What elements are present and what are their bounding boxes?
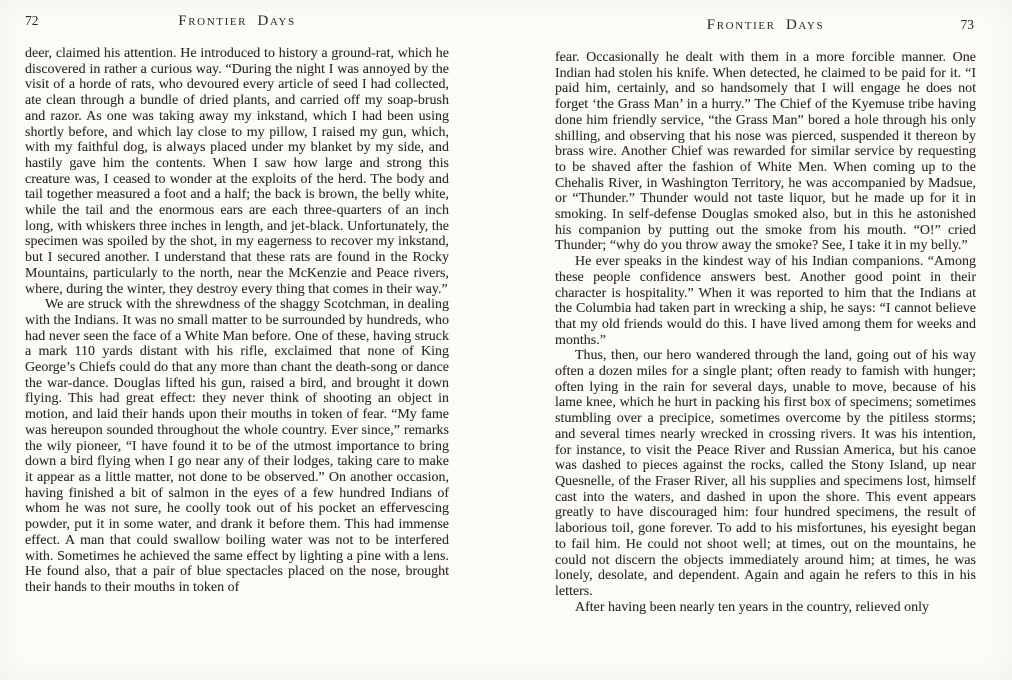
paragraph: deer, claimed his attention. He introduced to history a ground-rat, which he discovered in rather a curious way. “During the night I was annoyed by the visit of a horde of rats, who devoured every article of seed I had collected, ate clean through a bundle of dried plants, and carried off my soap-brush and razor. As one was taking away my inkstand, which I had been using shortly before, and which lay close to my pillow, I raised my gun, which, with my faithful dog, is always placed under my blanket by my side, and hastily gave him the contents. When I saw how large and strong this creature was, I ceased to wonder at the exploits of the herd. The body and tail together measured a foot and a half; the back is brown, the belly white, while the tail and the enormous ears are each three-quarters of an inch long, with whiskers three inches in length, and jet-black. Unfortunately, the specimen was spoiled by the shot, in my eagerness to recover my inkstand, but I secured another. I understand that these rats are found in the Rocky Mountains, particularly to the north, near the McKenzie and Peace rivers, where, during the winter, they destroy every thing that comes in their way.” xyxy=(25,46,449,297)
paragraph: He ever speaks in the kindest way of his Indian companions. “Among these people confidence answers best. Another good point in their character is hospitality.” When it was reported to him that the Indians at the Columbia had taken part in wrecking a ship, he says: “I cannot believe that my old friends would do this. I have lived among them for weeks and months.” xyxy=(555,254,976,348)
right-page-body xyxy=(555,50,976,615)
left-textblock xyxy=(25,13,449,596)
left-running-title: Frontier Days xyxy=(178,13,296,29)
right-page-number: 73 xyxy=(960,17,974,32)
paragraph: We are struck with the shrewdness of the shaggy Scotchman, in dealing with the Indians. It was no small matter to be surrounded by hundreds, who had never seen the face of a White Man before. One of these, having struck a mark 110 yards distant with his rifle, exclaimed that none of King George’s Chiefs could do that any more than chant the death-song or dance the war-dance. Douglas lifted his gun, raised a bird, and brought it down flying. This had great effect: they never think of shooting an object in motion, and laid their hands upon their mouths in token of fear. “My fame was hereupon sounded throughout the whole country. Ever since,” remarks the wily pioneer, “I have found it to be of the utmost importance to bring down a bird flying when I go near any of their lodges, taking care to make it appear as a little matter, not done to be observed.” On another occasion, having finished a bit of salmon in the eyes of a few hundred Indians of whom he was not sure, he coolly took out of his pocket an effervescing powder, put it in some water, and drank it before them. This had immense effect. A man that could swallow boiling water was not to be interfered with. Sometimes he achieved the same effect by lighting a pine with a lens. He found also, that a pair of blue spectacles placed on the nose, brought their hands to their mouths in token of xyxy=(25,297,449,595)
page-right xyxy=(506,0,1012,680)
right-running-title: Frontier Days xyxy=(706,17,825,33)
paragraph: After having been nearly ten years in the country, relieved only xyxy=(575,599,930,615)
left-running-head xyxy=(25,13,449,35)
left-page-number: 72 xyxy=(25,13,39,28)
left-page-body xyxy=(25,46,449,596)
paragraph: Thus, then, our hero wandered through the land, going out of his way often a dozen miles for a single plant; often ready to famish with hunger; often lying in the rain for several days, unable to move, because of his lame knee, which he hurt in packing his first box of specimens; sometimes stumbling over a precipice, sometimes overcome by the pitiless storms; and several times nearly wrecked in crossing rivers. It was his intention, for instance, to visit the Peace River and Russian America, but his canoe was dashed to pieces against the rocks, called the Stony Island, up near Quesnelle, of the Fraser River, all his supplies and specimens lost, himself cast into the waters, and dashed in upon the shore. This event appears greatly to have discouraged him: four hundred specimens, the result of laborious toil, gone forever. To add to his misfortunes, his eyesight began to fail him. He could not shoot well; at times, out on the mountains, he could not discern the objects immediately around him; at times, he was lonely, desolate, and dependent. Again and again he refers to this in his letters. xyxy=(555,348,976,599)
right-running-head xyxy=(555,17,976,39)
paragraph: fear. Occasionally he dealt with them in a more forcible manner. One Indian had stolen his knife. When detected, he claimed to be paid for it. “I paid him, certainly, and so handsomely that I will engage he does not forget ‘the Grass Man’ in a hurry.” The Chief of the Kyemuse tribe having done him friendly service, “the Grass Man” bored a hole through his only shilling, and observing that his nose was pierced, suspended it thereon by brass wire. Another Chief was rewarded for similar service by requesting to be shaved after the fashion of White Men. When coming up to the Chehalis River, in Washington Territory, he was accompanied by Madsue, or “Thunder.” Thunder would not taste liquor, but he made up for it in smoking. In self-defense Douglas smoked also, but in this he astonished his companion by putting out the smoke from his mouth. “O!” cried Thunder; “why do you throw away the smoke? See, I take it in my belly.” xyxy=(555,50,976,254)
right-textblock xyxy=(555,17,976,615)
